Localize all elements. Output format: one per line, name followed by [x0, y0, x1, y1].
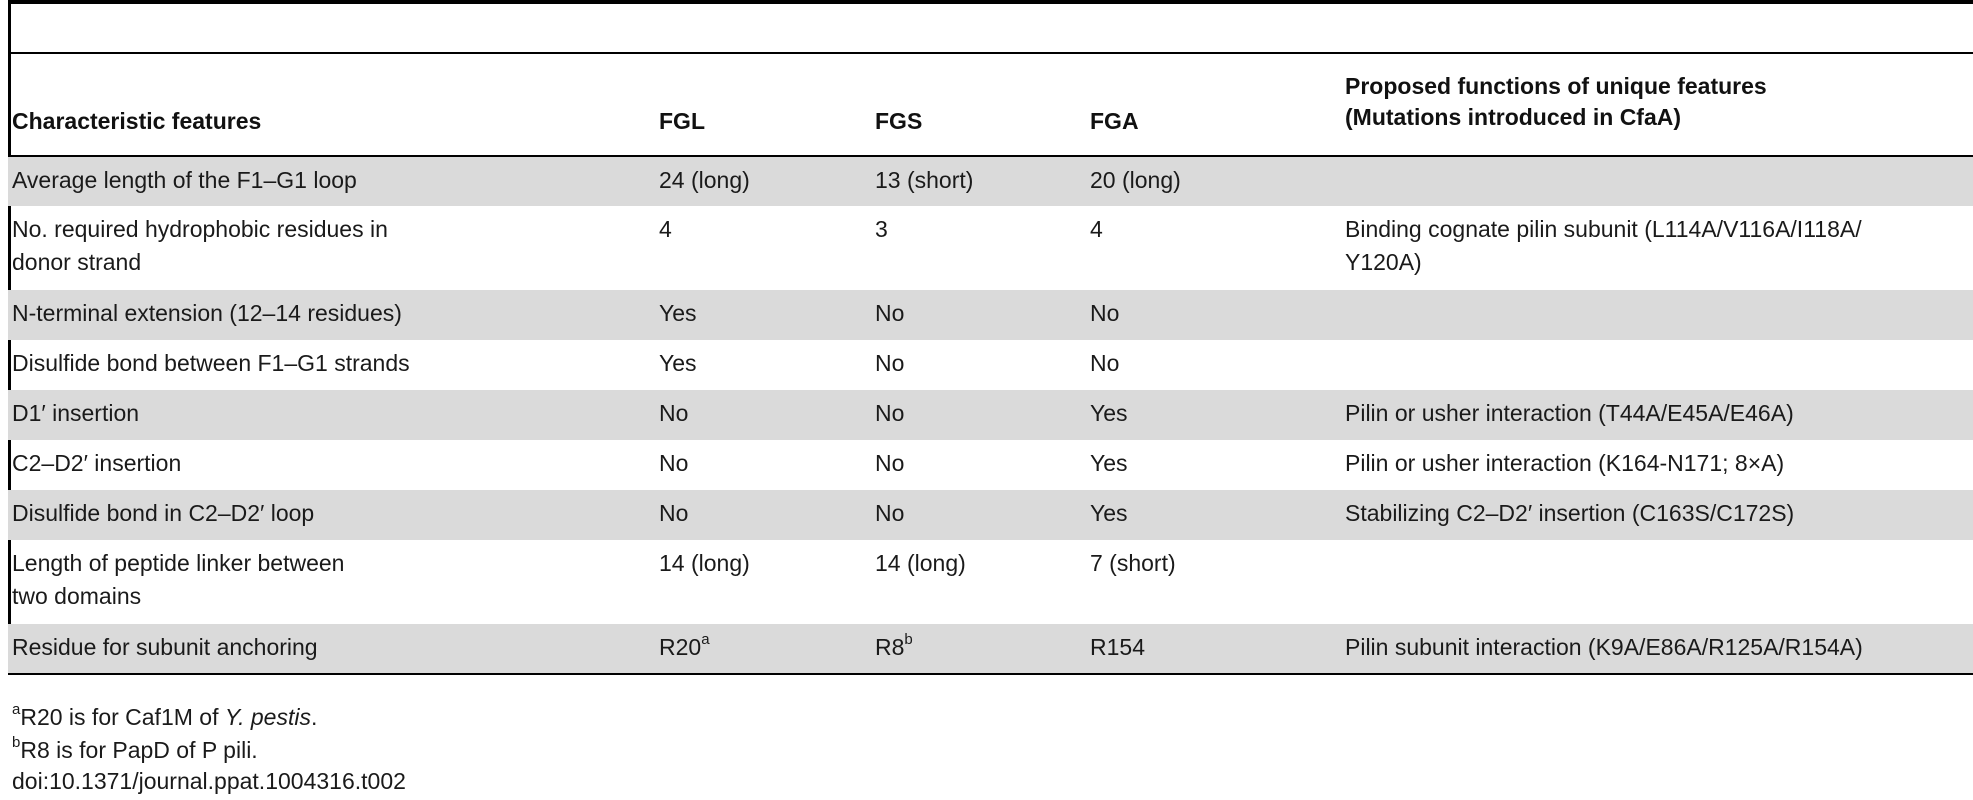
footnote-a-mark: a	[12, 701, 21, 719]
cell-fga: 7 (short)	[1090, 550, 1176, 576]
cell-fgs: No	[875, 350, 905, 376]
cell-function-line1: Binding cognate pilin subunit (L114A/V116A/I118A/	[1345, 216, 1862, 242]
header-fgs: FGS	[875, 108, 923, 134]
footnote-a-text: R20 is for Caf1M of	[20, 704, 225, 730]
cell-fgl: No	[659, 500, 689, 526]
cell-function-line2: Y120A)	[1345, 249, 1422, 275]
cell-fgl: 24 (long)	[659, 167, 750, 193]
cell-fgl: No	[659, 400, 689, 426]
cell-fga: R154	[1090, 634, 1145, 660]
table-row	[8, 206, 1973, 290]
cell-fgl-value: R20	[659, 634, 702, 660]
header-proposed-functions	[1345, 71, 1965, 133]
cell-fgl	[659, 631, 710, 664]
header-fgl: FGL	[659, 108, 705, 134]
cell-feature-line1: Length of peptide linker between	[12, 550, 345, 576]
footnote-b-mark: b	[12, 734, 21, 752]
cell-feature	[12, 547, 532, 613]
cell-feature-line2: two domains	[12, 583, 142, 609]
footnote-b	[12, 735, 258, 765]
table-row	[8, 340, 1973, 390]
cell-fgs: No	[875, 300, 905, 326]
footnote-mark-b: b	[904, 631, 913, 649]
table-row	[8, 624, 1973, 673]
cell-function: Pilin subunit interaction (K9A/E86A/R125A/R154A)	[1345, 634, 1863, 660]
cell-fgs: 3	[875, 216, 888, 242]
header-proposed-functions-line2: (Mutations introduced in CfaA)	[1345, 104, 1682, 130]
table-row	[8, 290, 1973, 340]
cell-function	[1345, 213, 1965, 279]
cell-fgs: No	[875, 500, 905, 526]
cell-fgl: 14 (long)	[659, 550, 750, 576]
table-row	[8, 440, 1973, 490]
footnote-a	[12, 702, 317, 732]
table-top-rule	[8, 0, 1973, 4]
cell-fga: Yes	[1090, 500, 1128, 526]
footnote-a-species: Y. pestis	[224, 704, 311, 730]
cell-fgs: No	[875, 400, 905, 426]
doi-link[interactable]: doi:10.1371/journal.ppat.1004316.t002	[12, 768, 406, 794]
cell-feature-line1: No. required hydrophobic residues in	[12, 216, 388, 242]
footnote-b-text: R8 is for PapD of P pili.	[20, 737, 258, 763]
cell-fga: 20 (long)	[1090, 167, 1181, 193]
cell-fga: 4	[1090, 216, 1103, 242]
cell-feature: N-terminal extension (12–14 residues)	[12, 300, 402, 326]
cell-fgs: 13 (short)	[875, 167, 974, 193]
cell-fgs: 14 (long)	[875, 550, 966, 576]
cell-feature-line2: donor strand	[12, 249, 142, 275]
cell-fgs: No	[875, 450, 905, 476]
cell-function: Pilin or usher interaction (T44A/E45A/E46A)	[1345, 400, 1794, 426]
cell-feature: Disulfide bond between F1–G1 strands	[12, 350, 410, 376]
cell-fgl: No	[659, 450, 689, 476]
table-row	[8, 390, 1973, 440]
cell-function: Pilin or usher interaction (K164-N171; 8×A)	[1345, 450, 1785, 476]
cell-fga: No	[1090, 300, 1120, 326]
table-row	[8, 540, 1973, 624]
footnote-mark-a: a	[701, 631, 710, 649]
table-row	[8, 490, 1973, 540]
cell-feature: C2–D2′ insertion	[12, 450, 182, 476]
cell-feature: D1′ insertion	[12, 400, 140, 426]
cell-fgl: 4	[659, 216, 672, 242]
cell-feature: Residue for subunit anchoring	[12, 634, 318, 660]
cell-fgl: Yes	[659, 350, 697, 376]
cell-fga: No	[1090, 350, 1120, 376]
cell-feature: Disulfide bond in C2–D2′ loop	[12, 500, 315, 526]
cell-feature	[12, 213, 532, 279]
cell-function: Stabilizing C2–D2′ insertion (C163S/C172S)	[1345, 500, 1795, 526]
cell-feature: Average length of the F1–G1 loop	[12, 167, 357, 193]
footnote-a-period: .	[310, 704, 318, 730]
cell-fga: Yes	[1090, 450, 1128, 476]
cell-fgs-value: R8	[875, 634, 905, 660]
table-header	[0, 54, 1973, 155]
table-bottom-rule	[8, 673, 1973, 675]
cell-fgl: Yes	[659, 300, 697, 326]
header-fga: FGA	[1090, 108, 1139, 134]
table-row	[8, 157, 1973, 206]
header-proposed-functions-line1: Proposed functions of unique features	[1345, 73, 1767, 99]
cell-fgs	[875, 631, 913, 664]
cell-fga: Yes	[1090, 400, 1128, 426]
header-characteristic-features: Characteristic features	[12, 108, 262, 134]
